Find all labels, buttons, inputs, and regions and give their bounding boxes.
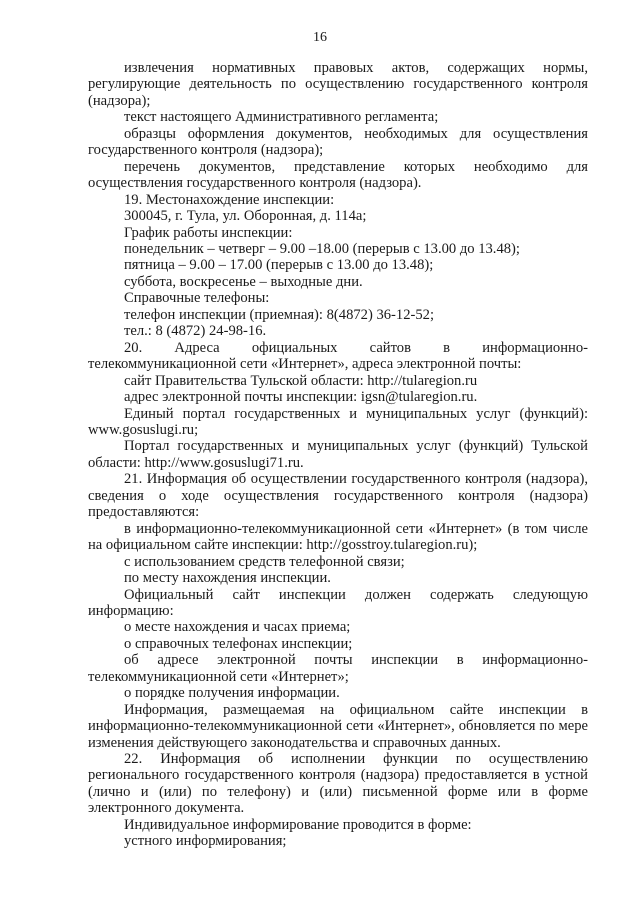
paragraph: 21. Информация об осуществлении государственного контроля (надзора), сведения о ходе осуществления государственного контроля (надзора) предоставляются:	[88, 471, 588, 521]
paragraph: 20. Адреса официальных сайтов в информационно-телекоммуникационной сети «Интернет», адреса электронной почты:	[88, 339, 588, 373]
paragraph: телефон инспекции (приемная): 8(4872) 36-12-52;	[124, 306, 435, 323]
paragraph: Индивидуальное информирование проводится в форме:	[124, 816, 472, 833]
paragraph: адрес электронной почты инспекции: igsn@tularegion.ru.	[124, 389, 478, 406]
paragraph: Единый портал государственных и муниципальных услуг (функций): www.gosuslugi.ru;	[88, 405, 588, 438]
paragraph: по месту нахождения инспекции.	[124, 570, 331, 587]
paragraph: Справочные телефоны:	[124, 290, 270, 307]
page-number: 16	[313, 30, 327, 45]
paragraph: об адресе электронной почты инспекции в информационно-телекоммуникационной сети «Интернет»;	[88, 652, 588, 685]
paragraph: суббота, воскресенье – выходные дни.	[124, 273, 363, 290]
paragraph: сайт Правительства Тульской области: http://tularegion.ru	[124, 372, 478, 389]
paragraph: Портал государственных и муниципальных услуг (функций) Тульской области: http://www.gosuslugi71.ru.	[88, 438, 588, 471]
paragraph: пятница – 9.00 – 17.00 (перерыв с 13.00 до 13.48);	[124, 257, 434, 274]
paragraph: устного информирования;	[124, 833, 287, 850]
document-body	[88, 60, 588, 850]
paragraph: перечень документов, представление которых необходимо для осуществления государственного контроля (надзора).	[88, 158, 588, 192]
paragraph: образцы оформления документов, необходимых для осуществления государственного контроля (надзора);	[88, 125, 588, 159]
paragraph: о справочных телефонах инспекции;	[124, 635, 353, 652]
paragraph: 19. Местонахождение инспекции:	[124, 191, 335, 208]
paragraph: о порядке получения информации.	[124, 685, 340, 702]
paragraph: Официальный сайт инспекции должен содержать следующую информацию:	[88, 586, 588, 619]
paragraph: в информационно-телекоммуникационной сети «Интернет» (в том числе на официальном сайте инспекции: http://gosstroy.tularegion.ru);	[88, 520, 588, 554]
paragraph: тел.: 8 (4872) 24-98-16.	[124, 323, 267, 340]
paragraph: График работы инспекции:	[124, 224, 293, 241]
paragraph: понедельник – четверг – 9.00 –18.00 (перерыв с 13.00 до 13.48);	[124, 240, 520, 257]
paragraph: о месте нахождения и часах приема;	[124, 619, 351, 636]
paragraph: извлечения нормативных правовых актов, содержащих нормы, регулирующие деятельность по осуществлению государственного контроля (надзора);	[88, 60, 588, 109]
paragraph: текст настоящего Административного регламента;	[124, 109, 439, 126]
paragraph: Информация, размещаемая на официальном сайте инспекции в информационно-телекоммуникационной сети «Интернет», обновляется по мере изменения действующего законодательства и справочных данных.	[88, 701, 588, 751]
paragraph: с использованием средств телефонной связи;	[124, 553, 405, 570]
paragraph: 300045, г. Тула, ул. Оборонная, д. 114а;	[124, 208, 367, 225]
paragraph: 22. Информация об исполнении функции по осуществлению регионального государственного контроля (надзора) предоставляется в устной (лично и (или) по телефону) и (или) письменной форме или в форме электронного документа.	[88, 751, 588, 817]
